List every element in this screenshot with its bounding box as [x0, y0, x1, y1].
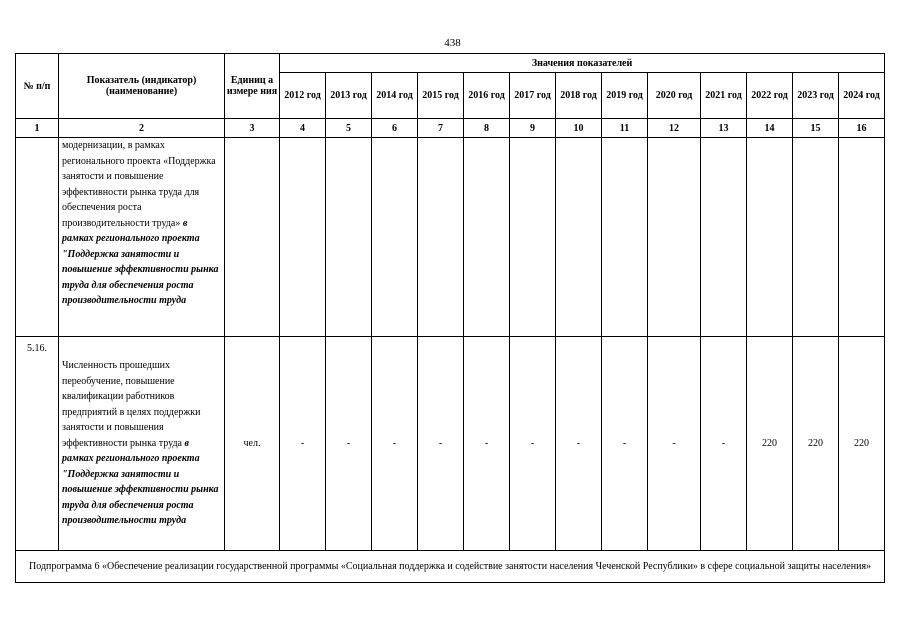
- header-indicator: Показатель (индикатор) (наименование): [59, 54, 225, 119]
- value-cell: [418, 138, 464, 337]
- value-cell: -: [510, 337, 556, 551]
- value-cell: [326, 138, 372, 337]
- column-number: 4: [280, 119, 326, 138]
- column-number: 11: [602, 119, 648, 138]
- value-cell: -: [648, 337, 701, 551]
- header-unit: Единиц а измере ния: [225, 54, 280, 119]
- subprogram-row: [16, 551, 885, 583]
- header-num: № п/п: [16, 54, 59, 119]
- column-number: 12: [648, 119, 701, 138]
- column-number: 16: [839, 119, 885, 138]
- value-cell: 220: [747, 337, 793, 551]
- indicator-text: модернизации, в рамках регионального проекта «Поддержка занятости и повышение эффективности рынка труда для обеспечения роста производительности труда»: [62, 140, 216, 229]
- column-number: 1: [16, 119, 59, 138]
- header-year: 2018 год: [556, 73, 602, 119]
- header-year: 2014 год: [372, 73, 418, 119]
- header-year: 2015 год: [418, 73, 464, 119]
- table-row: [16, 138, 885, 337]
- value-cell: [510, 138, 556, 337]
- header-year: 2017 год: [510, 73, 556, 119]
- value-cell: -: [701, 337, 747, 551]
- value-cell: [602, 138, 648, 337]
- value-cell: -: [372, 337, 418, 551]
- indicator-italic-text: в рамках регионального проекта "Поддержка занятости и повышение эффективности рынка труда для обеспечения роста производительности труда: [62, 217, 219, 306]
- header-year: 2020 год: [648, 73, 701, 119]
- header-year: 2016 год: [464, 73, 510, 119]
- header-year: 2013 год: [326, 73, 372, 119]
- unit-cell: [225, 138, 280, 337]
- value-cell: [793, 138, 839, 337]
- column-number: 7: [418, 119, 464, 138]
- column-number: 2: [59, 119, 225, 138]
- indicators-table: [15, 53, 885, 583]
- value-cell: 220: [839, 337, 885, 551]
- value-cell: -: [418, 337, 464, 551]
- header-values-title: Значения показателей: [280, 54, 885, 73]
- value-cell: [280, 138, 326, 337]
- row-num: 5.16.: [16, 337, 59, 551]
- column-number: 15: [793, 119, 839, 138]
- value-cell: -: [602, 337, 648, 551]
- column-number: 9: [510, 119, 556, 138]
- value-cell: -: [326, 337, 372, 551]
- table-row: [16, 337, 885, 551]
- value-cell: [839, 138, 885, 337]
- value-cell: [464, 138, 510, 337]
- value-cell: [556, 138, 602, 337]
- column-number: 5: [326, 119, 372, 138]
- column-number-row: [16, 119, 885, 138]
- header-year: 2021 год: [701, 73, 747, 119]
- indicator-cell: [59, 138, 225, 337]
- indicator-italic-text: в рамках регионального проекта "Поддержка занятости и повышение эффективности рынка труда для обеспечения роста производительности труда: [62, 437, 219, 527]
- value-cell: -: [464, 337, 510, 551]
- unit-cell: чел.: [225, 337, 280, 551]
- value-cell: 220: [793, 337, 839, 551]
- value-cell: -: [556, 337, 602, 551]
- indicator-text: Численность прошедших переобучение, повышение квалификации работников предприятий в целях поддержки занятости и повышения эффективности рынка труда: [62, 360, 201, 449]
- value-cell: -: [280, 337, 326, 551]
- indicator-cell: [59, 337, 225, 551]
- page-number: 438: [444, 37, 461, 49]
- column-number: 3: [225, 119, 280, 138]
- header-year: 2023 год: [793, 73, 839, 119]
- subprogram-title: Подпрограмма 6 «Обеспечение реализации государственной программы «Социальная поддержка и содействие занятости населения Чеченской Республики» в сфере социальной защиты населения»: [16, 551, 885, 583]
- column-number: 10: [556, 119, 602, 138]
- column-number: 8: [464, 119, 510, 138]
- value-cell: [648, 138, 701, 337]
- column-number: 13: [701, 119, 747, 138]
- header-year: 2012 год: [280, 73, 326, 119]
- row-num: [16, 138, 59, 337]
- value-cell: [372, 138, 418, 337]
- column-number: 14: [747, 119, 793, 138]
- header-year: 2024 год: [839, 73, 885, 119]
- value-cell: [701, 138, 747, 337]
- header-year: 2019 год: [602, 73, 648, 119]
- column-number: 6: [372, 119, 418, 138]
- header-year: 2022 год: [747, 73, 793, 119]
- value-cell: [747, 138, 793, 337]
